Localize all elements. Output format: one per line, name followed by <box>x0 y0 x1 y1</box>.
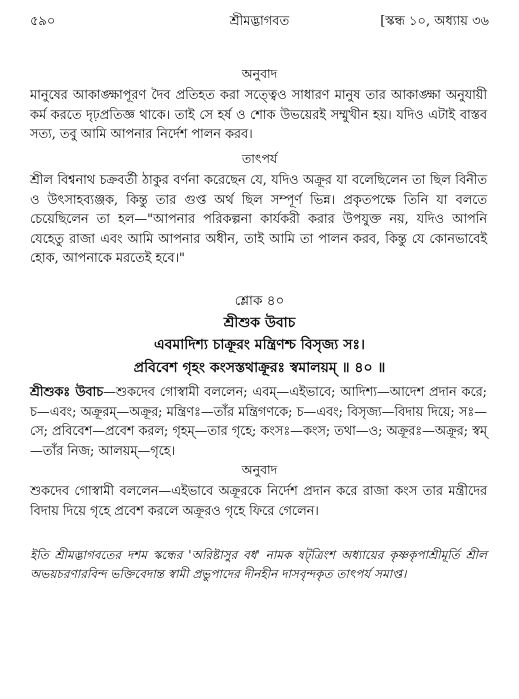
verse-line-2: প্রবিবেশ গৃহং কংসস্তথাক্রূরঃ স্বমালয়ম্ ॥ ৪০ ॥ <box>133 360 386 376</box>
page-header <box>30 12 489 34</box>
verse-speaker: শ্রীশুক উবাচ <box>223 315 296 331</box>
synonyms-lead: শ্রীশুকঃ উবাচ <box>30 385 104 400</box>
verse-number: শ্লোক ৪০ <box>234 293 285 309</box>
chapter-colophon: ইতি শ্রীমদ্ভাগবতের দশম স্কন্ধের 'অরিষ্টাসুর বধ' নামক ষট্‌ত্রিংশ অধ্যায়ের কৃষ্ণকৃপাশ্রীমূর্তি শ্রীল অভয়চরণারবিন্দ ভক্তিবেদান্ত স্বামী প্রভুপাদের দীনহীন দাসবৃন্দকৃত তাৎপর্য সমাপ্ত। <box>30 548 487 581</box>
translation-heading-2: অনুবাদ <box>241 462 278 477</box>
synonyms-body: —শুকদেব গোস্বামী বললেন; এবম্—এইভাবে; আদিশ্য—আদেশ প্রদান করে; চ—এবং; অক্রূরম্—অক্রূর; মন্ত্রিণঃ—তাঁর মন্ত্রিগণকে; চ—এবং; বিসৃজ্য—বিদায় দিয়ে; সঃ—সে; প্রবিবেশ—প্রবেশ করল; গৃহম্—তার গৃহে; কংসঃ—কংস; তথা—ও; অক্রূরঃ—অক্রূর; স্বম্—তাঁর নিজ; আলয়ম্—গৃহে। <box>30 385 487 459</box>
page-number: ৫৯০ <box>30 14 56 29</box>
translation-heading: অনুবাদ <box>241 66 278 81</box>
purport-text: শ্রীল বিশ্বনাথ চক্রবর্তী ঠাকুর বর্ণনা করেছেন যে, যদিও অক্রূর যা বলেছিলেন তা ছিল বিনীত ও উৎসাহব্যঞ্জক, কিন্তু তার গুপ্ত অর্থ ছিল সম্পূর্ণ ভিন্ন। প্রকৃতপক্ষে তিনি যা বলতে চেয়েছিলেন তা হল—"আপনার পরিকল্পনা কার্যকরী করার উপযুক্ত নয়, যদিও আপনি যেহেতু রাজা এবং আমি আপনার অধীন, তাই আমি তা পালন করব, কিন্তু যে কোনভাবেই হোক, আপনাকে মরতেই হবে।" <box>30 173 487 266</box>
synonyms-text <box>30 383 487 461</box>
section-reference: [স্কন্ধ ১০, অধ্যায় ৩৬ <box>380 14 489 29</box>
verse-line-1: এবমাদিশ্য চাক্রূরং মন্ত্রিণশ্চ বিসৃজ্য সঃ। <box>154 337 365 353</box>
book-title: শ্রীমদ্ভাগবত <box>229 14 290 29</box>
purport-heading: তাৎপর্য <box>241 151 278 166</box>
translation-text: মানুষের আকাঙ্ক্ষাপূরণ দৈব প্রতিহত করা সত্ত্বেও সাধারণ মানুষ তার আকাঙ্ক্ষা অনুযায়ী কর্ম করতে দৃঢ়প্রতিজ্ঞ থাকে। তাই সে হর্ষ ও শোক উভয়েরই সম্মুখীন হয়। যদিও এটাই বাস্তব সত্য, তবু আমি আপনার নির্দেশ পালন করব। <box>30 88 487 142</box>
translation-text-2: শুকদেব গোস্বামী বললেন—এইভাবে অক্রূরকে নির্দেশ প্রদান করে রাজা কংস তার মন্ত্রীদের বিদায় দিয়ে গৃহে প্রবেশ করলে অক্রূরও গৃহে ফিরে গেলেন। <box>30 484 487 519</box>
